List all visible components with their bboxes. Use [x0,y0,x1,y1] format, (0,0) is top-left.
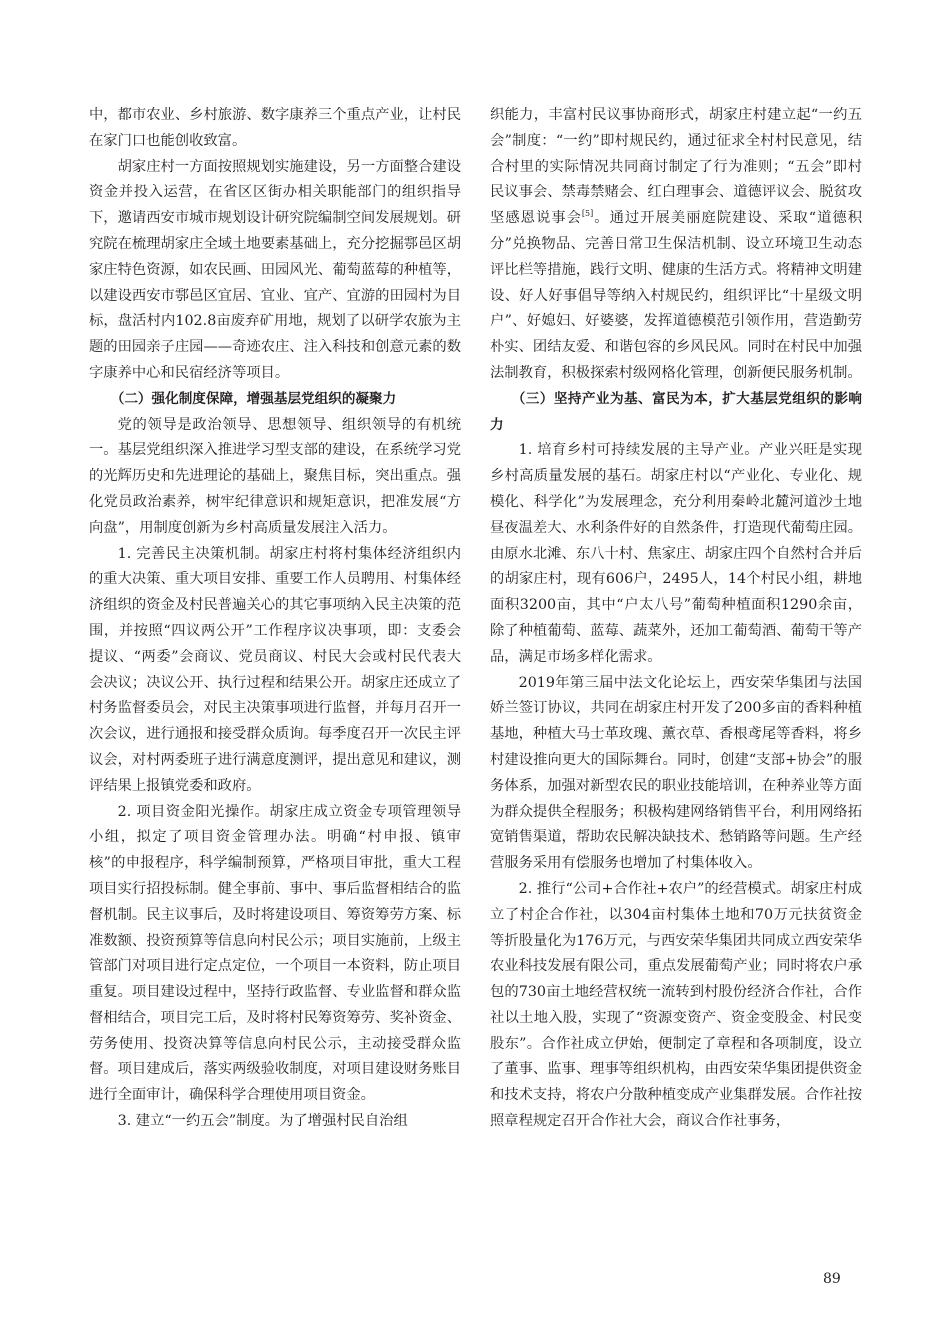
paragraph: 2. 项目资金阳光操作。胡家庄成立资金专项管理领导小组，拟定了项目资金管理办法。明确“村申报、镇审核”的申报程序，科学编制预算，严格项目审批，重大工程项目实行招投标制。健全事前、事中、事后监督相结合的监督机制。民主议事后，及时将建设项目、筹资筹劳方案、标准数额、投资预算等信息向村民公示；项目实施前，上级主管部门对项目进行定点定位，一个项目一本资料，防止项目重复。项目建设过程中，坚持行政监督、专业监督和群众监督相结合，项目完工后，及时将村民筹资筹劳、奖补资金、劳务使用、投资决算等信息向村民公示，主动接受群众监督。项目建成后，落实两级验收制度，对项目建设财务账目进行全面审计，确保科学合理使用项目资金。 [89,803,461,1104]
paragraph [490,103,862,387]
paragraph: 胡家庄村一方面按照规划实施建设，另一方面整合建设资金并投入运营，在省区区街办相关职能部门的组织指导下，邀请西安市城市规划设计研究院编制空间发展规划。研究院在梳理胡家庄全域土地要素基础上，充分挖掘鄠邑区胡家庄特色资源，如农民画、田园风光、葡萄蓝莓的种植等，以建设西安市鄠邑区宜居、宜业、宜产、宜游的田园村为目标，盘活村内102.8亩废弃矿用地，规划了以研学农旅为主题的田园亲子庄园——奇迹农庄、注入科技和创意元素的数字康养中心和民宿经济等项目。 [89,158,461,381]
paragraph: 1. 完善民主决策机制。胡家庄村将村集体经济组织内的重大决策、重大项目安排、重要工作人员聘用、村集体经济组织的资金及村民普遍关心的其它事项纳入民主决策的范围，并按照“四议两公开”工作程序议决事项，即：支委会提议、“两委”会商议、党员商议、村民大会或村民代表大会决议；决议公开、执行过程和结果公开。胡家庄还成立了村务监督委员会，对民主决策事项进行监督，并每月召开一次会议，进行通报和接受群众质询。每季度召开一次民主评议会，对村两委班子进行满意度测评，提出意见和建议，测评结果上报镇党委和政府。 [89,545,461,794]
right-column [490,103,862,1135]
citation: [5] [581,209,594,219]
section-heading: （二）强化制度保障，增强基层党组织的凝聚力 [110,390,397,407]
section-heading: （三）坚持产业为基、富民为本，扩大基层党组织的影响力 [490,390,862,433]
paragraph-text: 织能力，丰富村民议事协商形式，胡家庄村建立起“一约五会”制度：“一约”即村规民约，通过征求全村村民意见，结合村里的实际情况共同商讨制定了行为准则；“五会”即村民议事会、禁毒禁赌会、红白理事会、道德评议会、脱贫攻坚感恩说事会 [490,107,862,227]
paragraph: 2. 推行“公司+合作社+农户”的经营模式。胡家庄村成立了村企合作社，以304亩村集体土地和70万元扶贫资金等折股量化为176万元，与西安荣华集团共同成立西安荣华农业科技发展有限公司，重点发展葡萄产业；同时将农户承包的730亩土地经营权统一流转到村股份经济合作社，合作社以土地入股，实现了“资源变资产、资金变股金、村民变股东”。合作社成立伊始，便制定了章程和各项制度，设立了董事、监事、理事等组织机构，由西安荣华集团提供资金和技术支持，将农户分散种植变成产业集群发展。合作社按照章程规定召开合作社大会，商议合作社事务， [490,880,862,1130]
page-number: 89 [823,1271,841,1287]
paragraph: 党的领导是政治领导、思想领导、组织领导的有机统一。基层党组织深入推进学习型支部的建设，在系统学习党的光辉历史和先进理论的基础上，聚焦目标，突出重点。强化党员政治素养，树牢纪律意识和规矩意识，把准发展“方向盘”，用制度创新为乡村高质量发展注入活力。 [89,416,461,536]
paragraph-text: 。通过开展美丽庭院建设、采取“道德积分”兑换物品、完善日常卫生保洁机制、设立环境卫生动态评比栏等措施，践行文明、健康的生活方式。将精神文明建设、好人好事倡导等纳入村规民约，组织评比“十星级文明户”、好媳妇、好婆婆，发挥道德模范引领作用，营造勤劳朴实、团结友爱、和谐包容的乡风民风。同时在村民中加强法制教育，积极探索村级网格化管理，创新便民服务机制。 [490,210,863,381]
paragraph: 2019年第三届中法文化论坛上，西安荣华集团与法国娇兰签订协议，共同在胡家庄村开发了200多亩的香料种植基地，种植大马士革玫瑰、薰衣草、香根鸢尾等香料，将乡村建设推向更大的国际舞台。同时，创建“支部+协会”的服务体系，加强对新型农民的职业技能培训，在种养业等方面为群众提供全程服务；积极构建网络销售平台，利用网络拓宽销售渠道，帮助农民解决缺技术、愁销路等问题。生产经营服务采用有偿服务也增加了村集体收入。 [490,674,862,872]
left-column [89,103,461,1135]
paragraph: 3. 建立“一约五会”制度。为了增强村民自治组 [117,1113,408,1130]
paragraph: 中，都市农业、乡村旅游、数字康养三个重点产业，让村民在家门口也能创收致富。 [89,107,461,149]
paragraph: 1. 培育乡村可持续发展的主导产业。产业兴旺是实现乡村高质量发展的基石。胡家庄村以“产业化、专业化、规模化、科学化”为发展理念，充分利用秦岭北麓河道沙土地昼夜温差大、水利条件好的自然条件，打造现代葡萄庄园。由原水北滩、东八十村、焦家庄、胡家庄四个自然村合并后的胡家庄村，现有606户，2495人，14个村民小组，耕地面积3200亩，其中“户太八号”葡萄种植面积1290余亩，除了种植葡萄、蓝莓、蔬菜外，还加工葡萄酒、葡萄干等产品，满足市场多样化需求。 [490,442,862,665]
